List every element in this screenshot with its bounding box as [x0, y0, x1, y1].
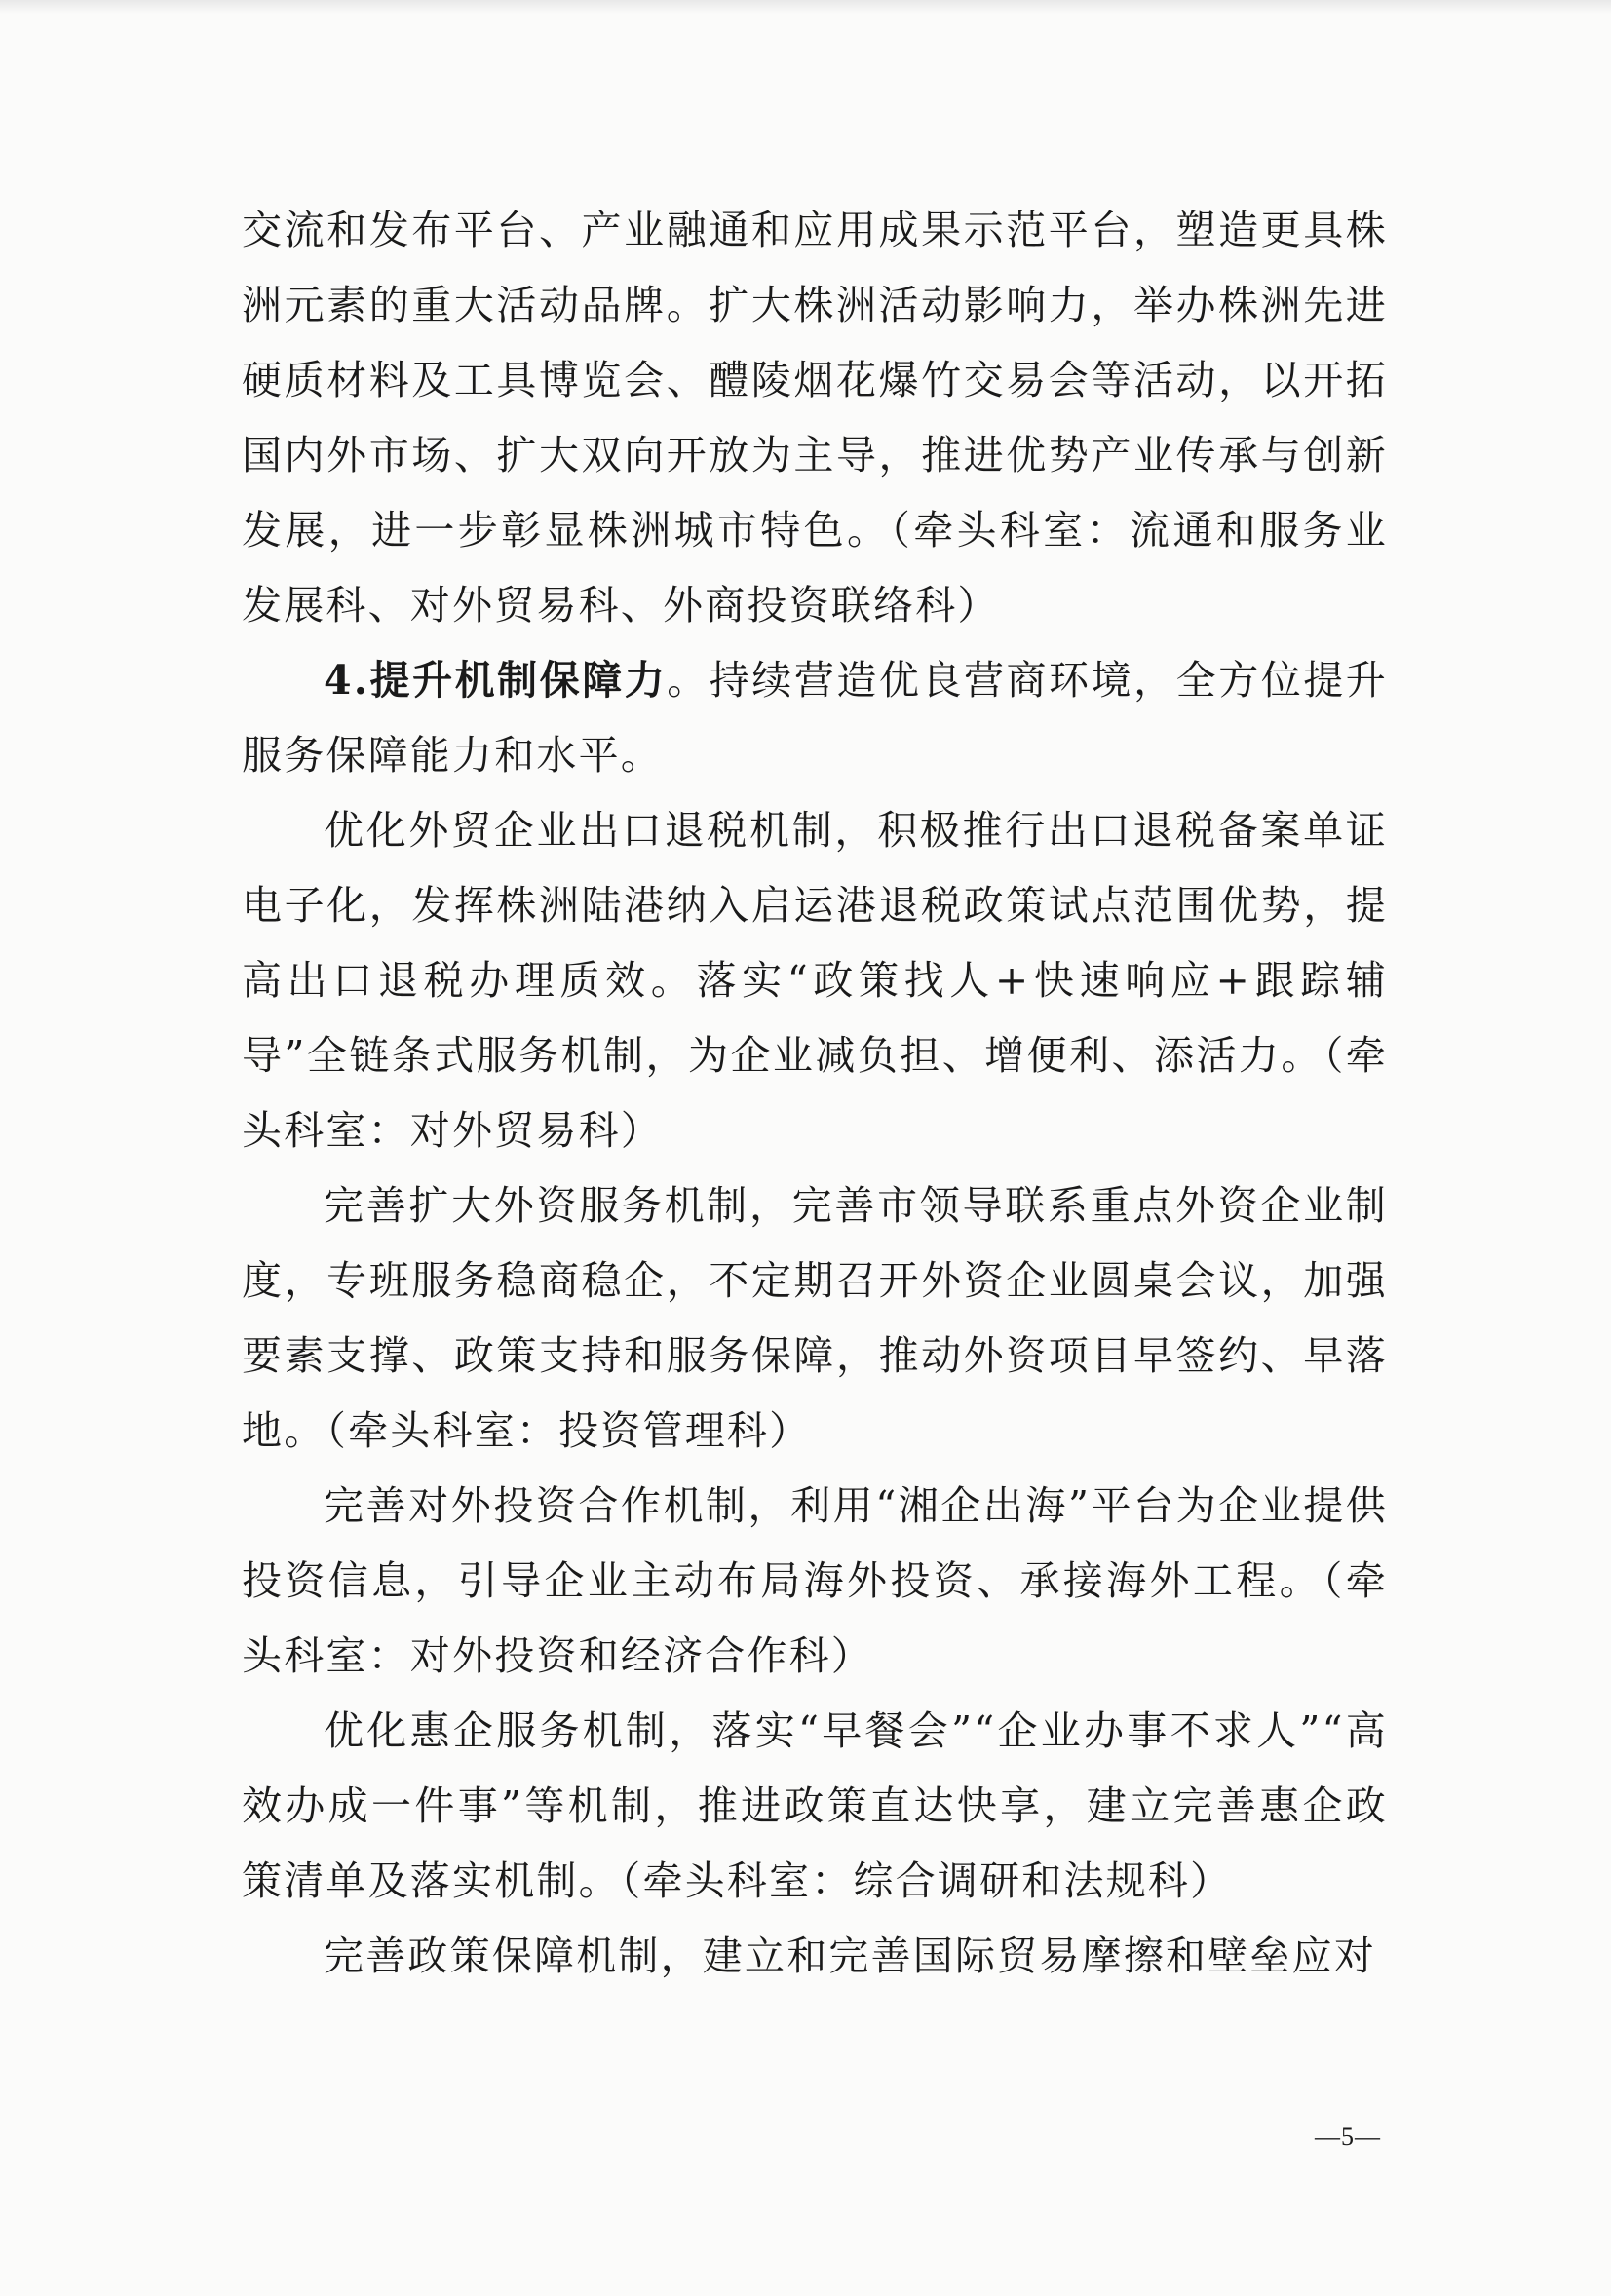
paragraph-text: 完善对外投资合作机制，利用“湘企出海”平台为企业提供投资信息，引导企业主动布局海外投资、承接海外工程。（牵头科室：对外投资和经济合作科） [242, 1482, 1388, 1679]
page-number: —5— [1315, 2123, 1381, 2151]
document-body [242, 193, 1388, 1994]
paragraph-activity-brands [242, 193, 1388, 643]
paragraph-text: 完善政策保障机制，建立和完善国际贸易摩擦和壁垒应对 [324, 1932, 1376, 1979]
paragraph-outbound-investment [242, 1469, 1388, 1694]
paragraph-foreign-investment-service [242, 1168, 1388, 1469]
paragraph-text: 。持续营造优良营商环境，全方位提升服务保障能力和水平。 [242, 657, 1388, 779]
paragraph-text: 优化外贸企业出口退税机制，积极推行出口退税备案单证电子化，发挥株洲陆港纳入启运港退税政策试点范围优势，提高出口退税办理质效。落实“政策找人+快速响应+跟踪辅导”全链条式服务机制，为企业减负担、增便利、添活力。（牵头科室：对外贸易科） [242, 807, 1388, 1154]
paragraph-text: 完善扩大外资服务机制，完善市领导联系重点外资企业制度，专班服务稳商稳企，不定期召开外资企业圆桌会议，加强要素支撑、政策支持和服务保障，推动外资项目早签约、早落地。（牵头科室：投资管理科） [242, 1182, 1388, 1454]
paragraph-export-tax-rebate [242, 793, 1388, 1168]
section-heading: 4.提升机制保障力 [324, 657, 668, 704]
paragraph-text: 优化惠企服务机制，落实“早餐会”“企业办事不求人”“高效办成一件事”等机制，推进政策直达快享，建立完善惠企政策清单及落实机制。（牵头科室：综合调研和法规科） [242, 1707, 1388, 1904]
paragraph-mechanism-heading [242, 643, 1388, 793]
paragraph-enterprise-service [242, 1694, 1388, 1919]
paragraph-text: 交流和发布平台、产业融通和应用成果示范平台，塑造更具株洲元素的重大活动品牌。扩大株洲活动影响力，举办株洲先进硬质材料及工具博览会、醴陵烟花爆竹交易会等活动，以开拓国内外市场、扩大双向开放为主导，推进优势产业传承与创新发展，进一步彰显株洲城市特色。（牵头科室：流通和服务业发展科、对外贸易科、外商投资联络科） [242, 207, 1388, 629]
paragraph-policy-guarantee [242, 1919, 1388, 1994]
scan-edge-shadow [0, 0, 1611, 14]
